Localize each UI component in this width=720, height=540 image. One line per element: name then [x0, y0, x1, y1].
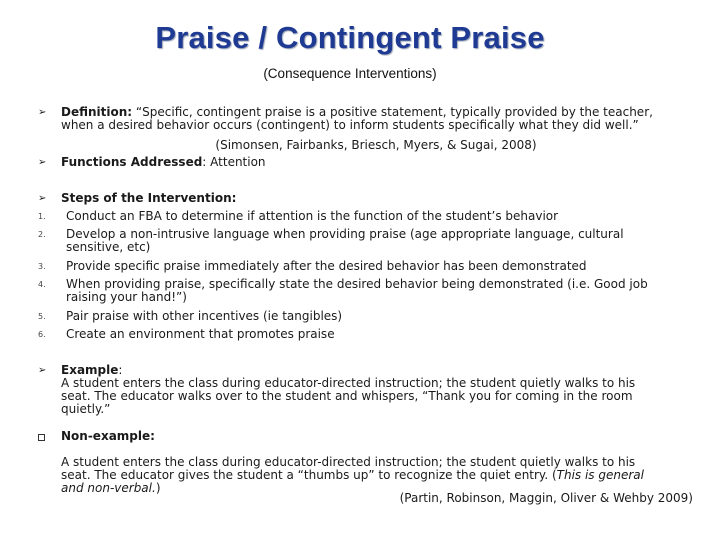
page-title: Praise / Contingent Praise — [155, 20, 545, 55]
example-line3: quietly.” — [61, 402, 111, 416]
square-bullet-icon — [38, 432, 52, 445]
example-colon: : — [118, 363, 123, 377]
arrow-bullet-icon: ➢ — [38, 193, 47, 204]
step-text: Develop a non-intrusive language when providing praise (age appropriate language, cultural — [66, 227, 624, 241]
definition-text-line1: “Specific, contingent praise is a positive statement, typically provided by the teacher, — [135, 105, 653, 119]
non-example-line3-italic: and non-verbal. — [61, 481, 156, 495]
non-example-line3-end: ) — [155, 481, 161, 495]
example-line1: A student enters the class during educator-directed instruction; the student quietly walks to his — [61, 376, 636, 390]
step-number: 6. — [38, 330, 46, 339]
definition-citation: (Simonsen, Fairbanks, Briesch, Myers, & Sugai, 2008) — [215, 138, 537, 152]
non-example-line2: seat. The educator gives the student a “thumbs up” to recognize the quiet entry. ( — [61, 468, 557, 482]
example-line2: seat. The educator walks over to the student and whispers, “Thank you for coming in the room — [61, 389, 633, 403]
steps-label: Steps of the Intervention: — [61, 191, 237, 205]
step-number: 5. — [38, 312, 46, 321]
step-text: sensitive, etc) — [66, 240, 151, 254]
step-number: 2. — [38, 230, 46, 239]
step-number: 1. — [38, 212, 46, 221]
step-text: Pair praise with other incentives (ie tangibles) — [66, 309, 343, 323]
step-text: Create an environment that promotes praise — [66, 327, 335, 341]
final-citation: (Partin, Robinson, Maggin, Oliver & Wehby 2009) — [399, 491, 693, 505]
step-text: When providing praise, specifically state the desired behavior being demonstrated (i.e. Good job — [66, 277, 648, 291]
definition-text-line2: when a desired behavior occurs (contingent) to inform students specifically what they did well.” — [61, 118, 639, 132]
step-text: Provide specific praise immediately after the desired behavior has been demonstrated — [66, 259, 587, 273]
arrow-bullet-icon: ➢ — [38, 157, 47, 168]
arrow-bullet-icon: ➢ — [38, 107, 47, 118]
functions-label: Functions Addressed — [61, 155, 203, 169]
step-number: 3. — [38, 262, 46, 271]
step-text: Conduct an FBA to determine if attention is the function of the student’s behavior — [66, 209, 559, 223]
example-label: Example — [61, 363, 119, 377]
step-number: 4. — [38, 280, 46, 289]
definition-label: Definition: — [61, 105, 133, 119]
functions-text: : Attention — [202, 155, 266, 169]
arrow-bullet-icon: ➢ — [38, 365, 47, 376]
step-text: raising your hand!”) — [66, 290, 187, 304]
page-subtitle: (Consequence Interventions) — [263, 66, 437, 81]
non-example-label: Non-example: — [61, 429, 155, 443]
non-example-line2-italic: This is general — [556, 468, 644, 482]
non-example-line1: A student enters the class during educator-directed instruction; the student quietly walks to his — [61, 455, 636, 469]
